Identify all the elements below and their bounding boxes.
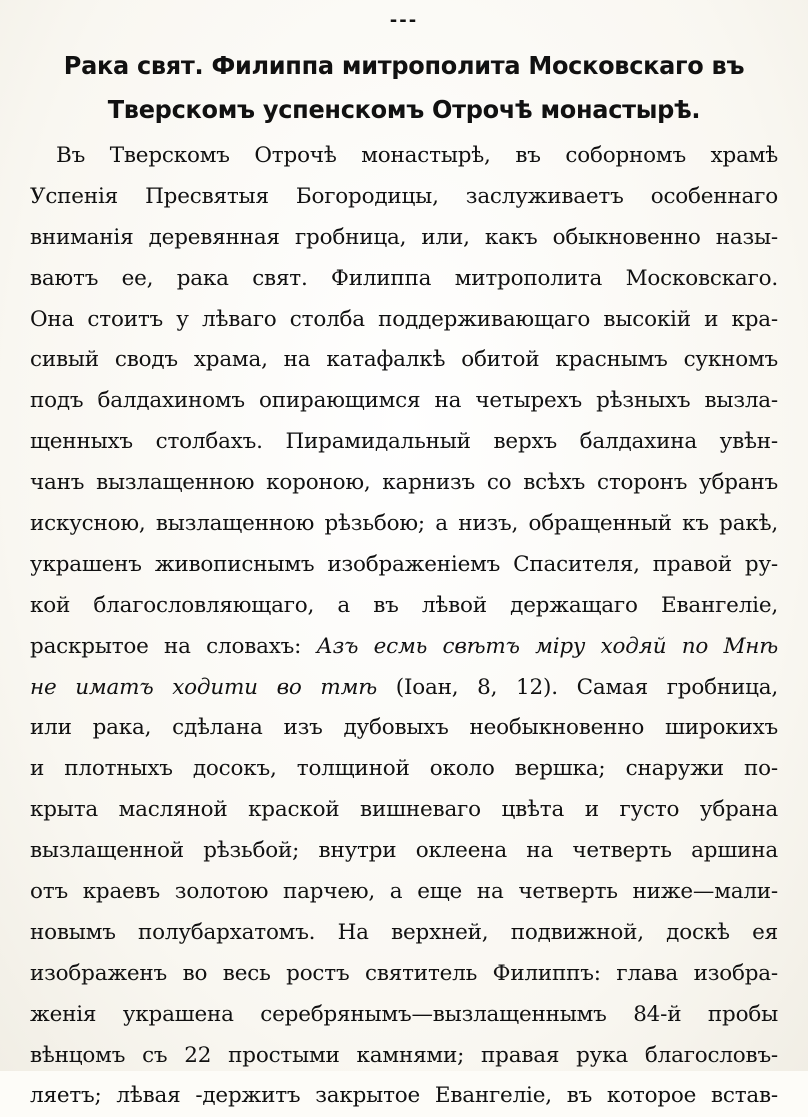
article-body	[30, 136, 778, 1117]
body-line: кой благословляющаго, а въ лѣвой держащаго Евангеліе,	[30, 592, 778, 618]
body-line: и плотныхъ досокъ, толщиной около вершка; снаружи по-	[30, 756, 778, 782]
body-line-text: раскрытое на словахъ:	[30, 633, 302, 659]
body-line-text: (Іоан, 8, 12). Самая гробница,	[395, 674, 778, 700]
body-line: вызлащенной рѣзьбой; внутри оклеена на четверть аршина	[30, 838, 778, 864]
body-line: искусною, вызлащенною рѣзьбою; а низъ, обращенный къ ракѣ,	[30, 511, 778, 537]
body-line: крыта масляной краской вишневаго цвѣта и густо убрана	[30, 797, 778, 823]
body-line: новымъ полубархатомъ. На верхней, подвижной, доскѣ ея	[30, 919, 778, 945]
body-line: ляетъ; лѣвая -держитъ закрытое Евангеліе, въ которое встав-	[30, 1083, 778, 1109]
body-line: вниманія деревянная гробница, или, какъ обыкновенно назы-	[30, 224, 778, 250]
body-line: украшенъ живописнымъ изображеніемъ Спасителя, правой ру-	[30, 551, 778, 577]
body-line: вѣнцомъ съ 22 простыми камнями; правая рука благословъ-	[30, 1042, 778, 1068]
scripture-quote: Азъ есмь свѣтъ міру ходяй по Мнѣ	[316, 633, 778, 659]
body-line: Успенія Пресвятыя Богородицы, заслуживаетъ особеннаго	[30, 183, 778, 209]
body-line: Въ Тверскомъ Отрочѣ монастырѣ, въ соборномъ храмѣ	[56, 143, 778, 168]
article-title-line-2: Тверскомъ успенскомъ Отрочѣ монастырѣ.	[107, 95, 701, 124]
body-line: или рака, сдѣлана изъ дубовыхъ необыкновенно широкихъ	[30, 715, 778, 741]
body-line-quote-start	[30, 627, 778, 668]
body-line: отъ краевъ золотою парчею, а еще на четверть ниже—мали-	[30, 879, 778, 905]
header-rule: ---	[389, 10, 419, 31]
body-line: сивый сводъ храма, на катафалкѣ обитой краснымъ сукномъ	[30, 347, 778, 373]
body-line: женія украшена серебрянымъ—вызлащеннымъ 84-й пробы	[30, 1001, 778, 1027]
body-line: Она стоитъ у лѣваго столба поддерживающаго высокій и кра-	[30, 306, 778, 332]
body-line: чанъ вызлащенною короною, карнизъ со всѣхъ сторонъ убранъ	[30, 470, 778, 496]
body-line: ваютъ ее, рака свят. Филиппа митрополита Московскаго.	[30, 265, 778, 291]
body-line: подъ балдахиномъ опирающимся на четырехъ рѣзныхъ вызла-	[30, 388, 778, 414]
body-line: щенныхъ столбахъ. Пирамидальный верхъ балдахина увѣн-	[30, 429, 778, 455]
article-title	[35, 44, 772, 132]
scripture-quote-continued: не иматъ ходити во тмѣ	[30, 674, 377, 700]
body-line: изображенъ во весь ростъ святитель Филиппъ: глава изобра-	[30, 960, 778, 986]
article-title-line-1: Рака свят. Филиппа митрополита Московскаго въ	[63, 51, 745, 80]
body-line-quote-end	[30, 668, 778, 709]
